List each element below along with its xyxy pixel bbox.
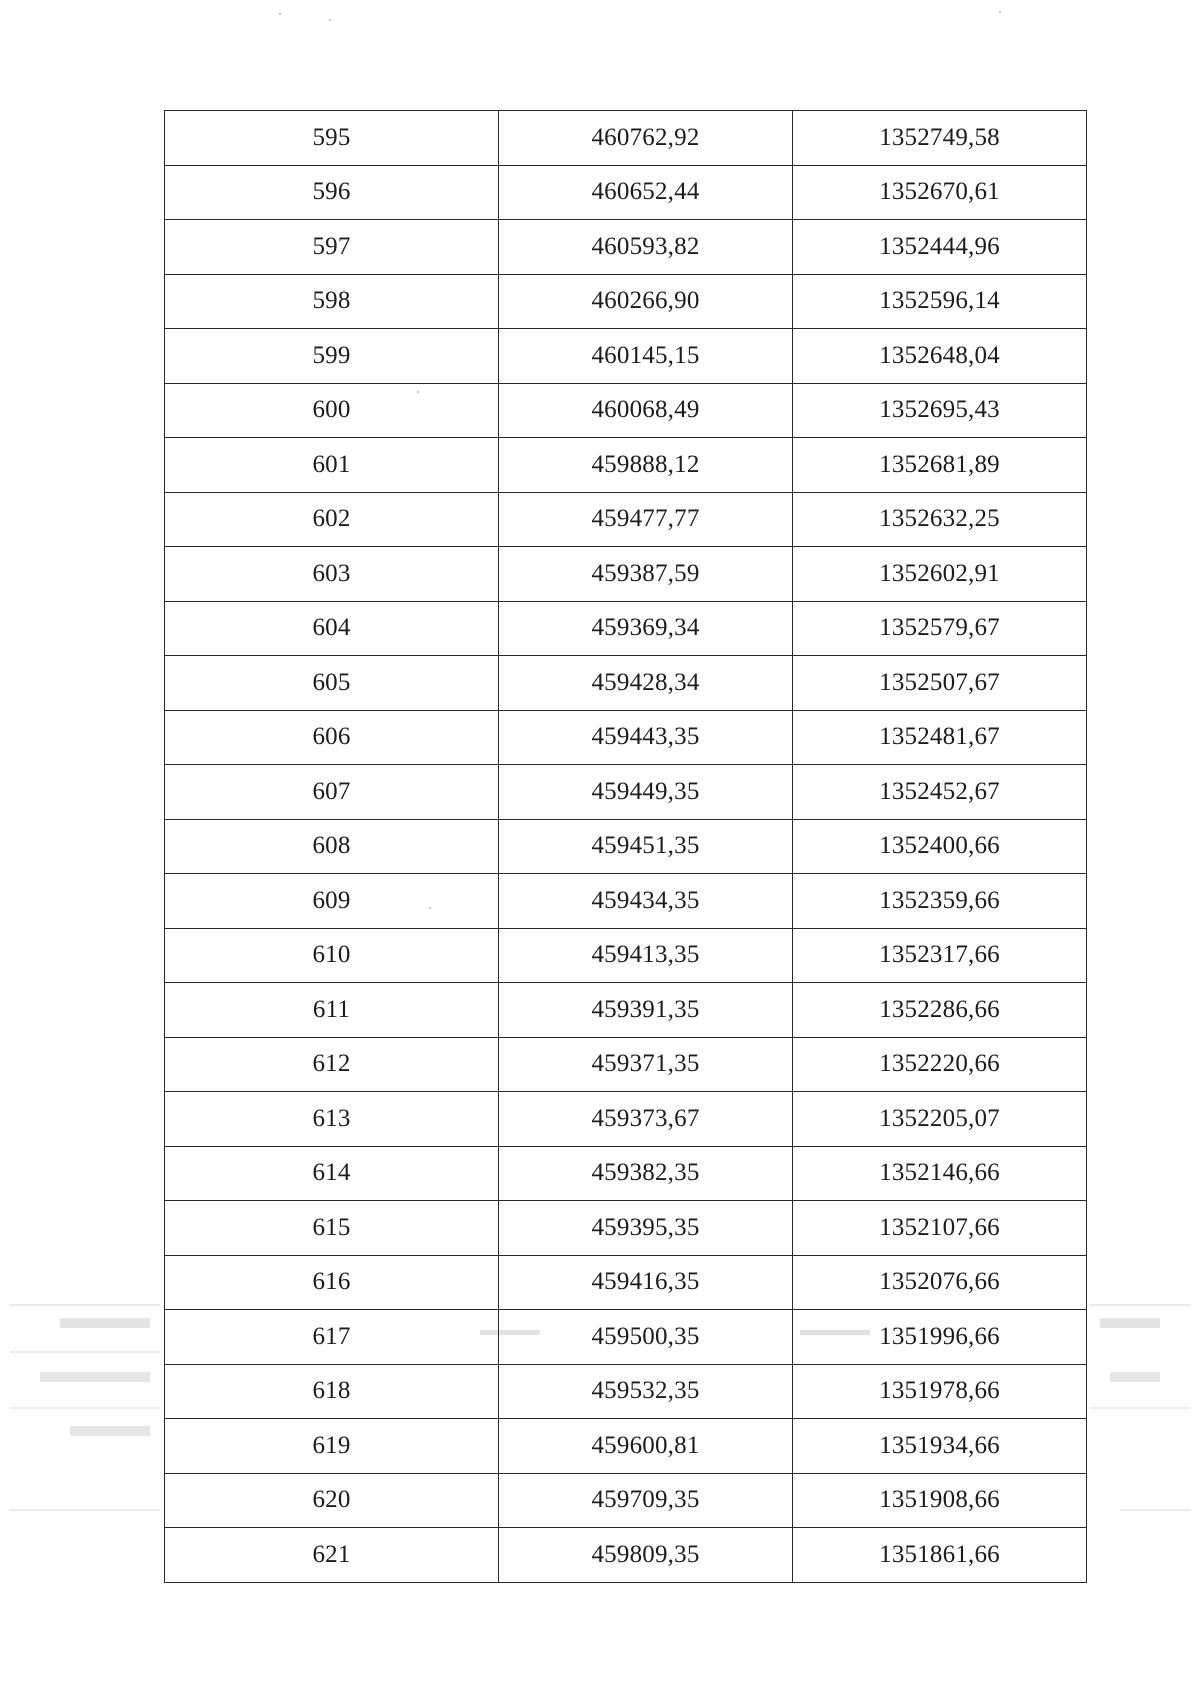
y-coordinate-cell: 1352286,66	[793, 983, 1087, 1038]
point-number-cell: 616	[165, 1255, 499, 1310]
y-coordinate-cell: 1352749,58	[793, 111, 1087, 166]
x-coordinate-cell: 459369,34	[499, 601, 793, 656]
y-coordinate-cell: 1352670,61	[793, 165, 1087, 220]
point-number-cell: 599	[165, 329, 499, 384]
point-number-cell: 610	[165, 928, 499, 983]
table-row	[165, 819, 1087, 874]
table-row	[165, 383, 1087, 438]
table-row	[165, 1092, 1087, 1147]
y-coordinate-cell: 1351996,66	[793, 1310, 1087, 1365]
table-row	[165, 601, 1087, 656]
point-number-cell: 613	[165, 1092, 499, 1147]
point-number-cell: 609	[165, 874, 499, 929]
y-coordinate-cell: 1352076,66	[793, 1255, 1087, 1310]
y-coordinate-cell: 1352220,66	[793, 1037, 1087, 1092]
x-coordinate-cell: 459809,35	[499, 1528, 793, 1583]
point-number-cell: 602	[165, 492, 499, 547]
y-coordinate-cell: 1352681,89	[793, 438, 1087, 493]
table-row	[165, 1364, 1087, 1419]
point-number-cell: 598	[165, 274, 499, 329]
y-coordinate-cell: 1352695,43	[793, 383, 1087, 438]
table-row	[165, 1528, 1087, 1583]
x-coordinate-cell: 459371,35	[499, 1037, 793, 1092]
table-row	[165, 1310, 1087, 1365]
point-number-cell: 614	[165, 1146, 499, 1201]
y-coordinate-cell: 1352579,67	[793, 601, 1087, 656]
x-coordinate-cell: 459387,59	[499, 547, 793, 602]
x-coordinate-cell: 459373,67	[499, 1092, 793, 1147]
x-coordinate-cell: 460762,92	[499, 111, 793, 166]
y-coordinate-cell: 1351934,66	[793, 1419, 1087, 1474]
y-coordinate-cell: 1352632,25	[793, 492, 1087, 547]
y-coordinate-cell: 1352648,04	[793, 329, 1087, 384]
table-row	[165, 656, 1087, 711]
point-number-cell: 611	[165, 983, 499, 1038]
table-row	[165, 1201, 1087, 1256]
y-coordinate-cell: 1352359,66	[793, 874, 1087, 929]
y-coordinate-cell: 1351861,66	[793, 1528, 1087, 1583]
point-number-cell: 600	[165, 383, 499, 438]
point-number-cell: 603	[165, 547, 499, 602]
point-number-cell: 607	[165, 765, 499, 820]
coordinates-table	[164, 110, 1087, 1583]
table-row	[165, 1146, 1087, 1201]
table-row	[165, 547, 1087, 602]
table-row	[165, 111, 1087, 166]
x-coordinate-cell: 459888,12	[499, 438, 793, 493]
x-coordinate-cell: 459434,35	[499, 874, 793, 929]
x-coordinate-cell: 459451,35	[499, 819, 793, 874]
x-coordinate-cell: 460145,15	[499, 329, 793, 384]
y-coordinate-cell: 1351978,66	[793, 1364, 1087, 1419]
table-row	[165, 710, 1087, 765]
table-row	[165, 983, 1087, 1038]
y-coordinate-cell: 1352317,66	[793, 928, 1087, 983]
x-coordinate-cell: 459382,35	[499, 1146, 793, 1201]
x-coordinate-cell: 459477,77	[499, 492, 793, 547]
y-coordinate-cell: 1352400,66	[793, 819, 1087, 874]
x-coordinate-cell: 459428,34	[499, 656, 793, 711]
table-row	[165, 220, 1087, 275]
y-coordinate-cell: 1352507,67	[793, 656, 1087, 711]
x-coordinate-cell: 459709,35	[499, 1473, 793, 1528]
y-coordinate-cell: 1351908,66	[793, 1473, 1087, 1528]
point-number-cell: 612	[165, 1037, 499, 1092]
x-coordinate-cell: 460652,44	[499, 165, 793, 220]
y-coordinate-cell: 1352205,07	[793, 1092, 1087, 1147]
x-coordinate-cell: 459532,35	[499, 1364, 793, 1419]
y-coordinate-cell: 1352107,66	[793, 1201, 1087, 1256]
x-coordinate-cell: 459391,35	[499, 983, 793, 1038]
table-row	[165, 928, 1087, 983]
point-number-cell: 615	[165, 1201, 499, 1256]
point-number-cell: 618	[165, 1364, 499, 1419]
table-row	[165, 1473, 1087, 1528]
point-number-cell: 597	[165, 220, 499, 275]
table-row	[165, 165, 1087, 220]
x-coordinate-cell: 459416,35	[499, 1255, 793, 1310]
x-coordinate-cell: 460593,82	[499, 220, 793, 275]
point-number-cell: 605	[165, 656, 499, 711]
y-coordinate-cell: 1352602,91	[793, 547, 1087, 602]
point-number-cell: 596	[165, 165, 499, 220]
point-number-cell: 604	[165, 601, 499, 656]
coordinates-table-body	[165, 111, 1087, 1583]
point-number-cell: 606	[165, 710, 499, 765]
y-coordinate-cell: 1352444,96	[793, 220, 1087, 275]
x-coordinate-cell: 459395,35	[499, 1201, 793, 1256]
x-coordinate-cell: 459443,35	[499, 710, 793, 765]
x-coordinate-cell: 459500,35	[499, 1310, 793, 1365]
x-coordinate-cell: 460068,49	[499, 383, 793, 438]
point-number-cell: 595	[165, 111, 499, 166]
table-row	[165, 765, 1087, 820]
table-row	[165, 1037, 1087, 1092]
table-row	[165, 1419, 1087, 1474]
x-coordinate-cell: 459600,81	[499, 1419, 793, 1474]
point-number-cell: 601	[165, 438, 499, 493]
table-row	[165, 438, 1087, 493]
table-row	[165, 492, 1087, 547]
y-coordinate-cell: 1352481,67	[793, 710, 1087, 765]
point-number-cell: 619	[165, 1419, 499, 1474]
point-number-cell: 617	[165, 1310, 499, 1365]
y-coordinate-cell: 1352146,66	[793, 1146, 1087, 1201]
point-number-cell: 608	[165, 819, 499, 874]
y-coordinate-cell: 1352596,14	[793, 274, 1087, 329]
table-row	[165, 874, 1087, 929]
table-row	[165, 274, 1087, 329]
x-coordinate-cell: 459449,35	[499, 765, 793, 820]
point-number-cell: 620	[165, 1473, 499, 1528]
table-row	[165, 329, 1087, 384]
point-number-cell: 621	[165, 1528, 499, 1583]
x-coordinate-cell: 460266,90	[499, 274, 793, 329]
table-row	[165, 1255, 1087, 1310]
x-coordinate-cell: 459413,35	[499, 928, 793, 983]
y-coordinate-cell: 1352452,67	[793, 765, 1087, 820]
